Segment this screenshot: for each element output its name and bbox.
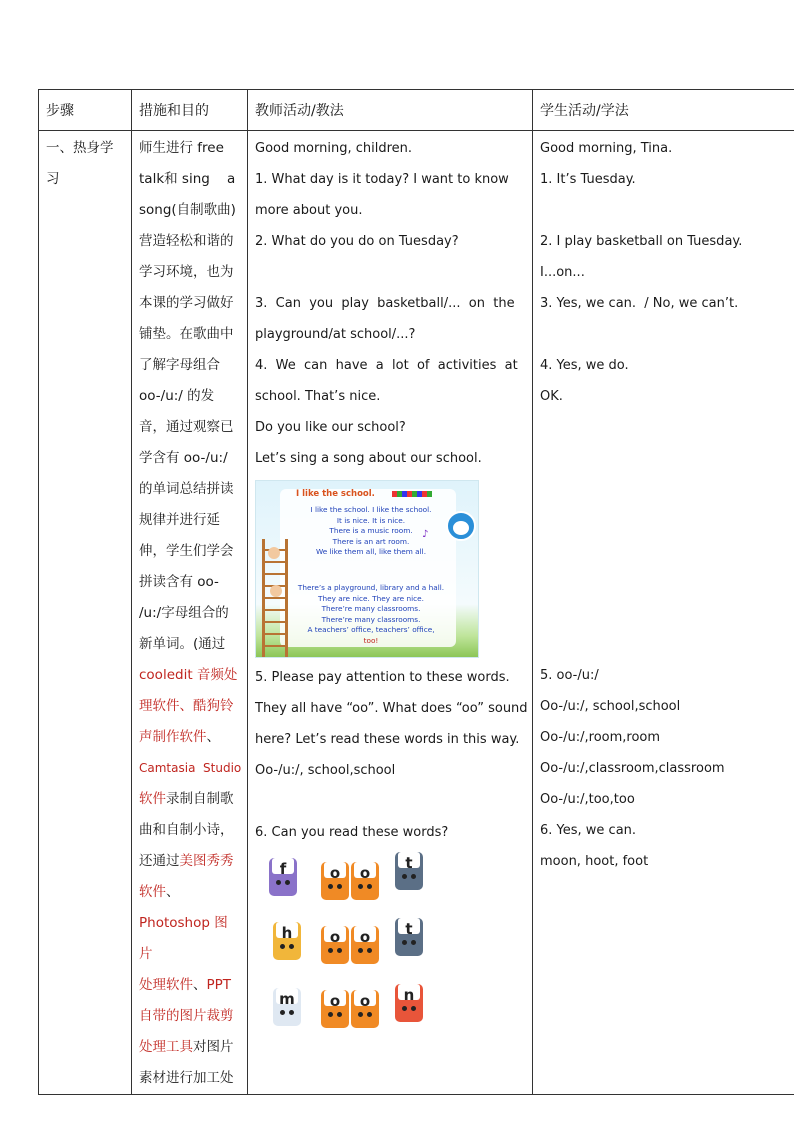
student-line: 5. oo-/u:/	[540, 668, 599, 683]
measure-line: 营造轻松和谐的	[139, 233, 234, 249]
block-eye	[289, 944, 294, 949]
lyric-line: They are nice. They are nice.	[318, 593, 424, 603]
measure-line: oo-/u:/ 的发	[139, 388, 215, 404]
block-eye	[358, 948, 363, 953]
measure-cell	[132, 131, 248, 1095]
tool-line	[139, 846, 240, 877]
lyric-line: We like them all, like them all.	[315, 547, 427, 557]
measure-line: 学含有 oo-/u:/	[139, 450, 228, 466]
block-eye	[358, 1012, 363, 1017]
letter-block	[269, 858, 297, 896]
spacer	[540, 412, 794, 660]
teacher-line: 2. What do you do on Tuesday?	[255, 234, 459, 249]
block-letter: o	[329, 864, 341, 882]
block-eye	[276, 880, 281, 885]
header-measure: 措施和目的	[132, 90, 248, 131]
spacer	[540, 195, 794, 226]
tool-sep: 、	[166, 884, 180, 900]
lyric-line: There’s a playground, library and a hall.	[297, 583, 445, 592]
lyric-line: A teachers’ office, teachers’ office,	[307, 625, 435, 635]
tool-name: 美图秀秀	[179, 853, 234, 869]
measure-line: 音，通过观察已	[139, 419, 234, 435]
block-eye	[367, 1012, 372, 1017]
lyric-line: There is a music room.	[329, 526, 413, 536]
letter-block	[321, 862, 349, 900]
header-step: 步骤	[39, 90, 132, 131]
block-eye	[402, 1006, 407, 1011]
table-header-row	[39, 90, 794, 131]
student-line: moon, hoot, foot	[540, 854, 649, 869]
teacher-line: 1. What day is it today? I want to know	[255, 172, 509, 187]
block-eye	[285, 880, 290, 885]
measure-line: song(自制歌曲)	[139, 202, 236, 218]
letter-block	[321, 990, 349, 1028]
tool-name: Photoshop 图片	[139, 915, 228, 962]
teacher-line: 3. Can you play basketball/... on the	[255, 296, 515, 311]
block-letter: o	[359, 864, 371, 882]
letter-block	[321, 926, 349, 964]
tool-line	[139, 660, 240, 691]
block-letter: n	[403, 986, 415, 1004]
block-eye	[337, 948, 342, 953]
header-student: 学生活动/学法	[533, 90, 794, 131]
measure-line: 铺垫。在歌曲中	[139, 326, 234, 342]
block-eye	[328, 1012, 333, 1017]
lyric-line: There’re many classrooms.	[321, 614, 421, 624]
tool-line	[139, 753, 240, 784]
tool-line	[139, 1063, 240, 1094]
teacher-line: more about you.	[255, 203, 363, 218]
block-eye	[411, 874, 416, 879]
block-letter: t	[405, 854, 413, 872]
block-letter: o	[359, 992, 371, 1010]
song-verse-2	[286, 583, 456, 647]
song-verse-1	[286, 505, 456, 558]
music-note-icon: ♪	[422, 529, 429, 540]
tool-line	[139, 722, 240, 753]
teacher-line: Do you like our school?	[255, 420, 406, 435]
child-figure	[268, 547, 280, 559]
tool-line	[139, 877, 240, 908]
tool-line	[139, 1032, 240, 1063]
spacer	[255, 786, 525, 817]
tool-name: 声制作软件	[139, 729, 207, 745]
student-greeting: Good morning, Tina.	[540, 141, 673, 156]
student-line: Oo-/u:/,classroom,classroom	[540, 761, 725, 776]
measure-line: 规律并进行延	[139, 512, 220, 528]
student-line: 4. Yes, we do.	[540, 358, 629, 373]
block-eye	[280, 1010, 285, 1015]
student-line: I...on...	[540, 265, 585, 280]
child-figure	[270, 585, 282, 597]
step-cell	[39, 131, 132, 1095]
tool-text: 录制自制歌	[166, 791, 234, 807]
block-eye	[402, 940, 407, 945]
student-line: Oo-/u:/,too,too	[540, 792, 635, 807]
tool-sep: 、	[206, 729, 220, 745]
block-eye	[328, 948, 333, 953]
step-label-line2: 习	[46, 171, 60, 187]
letter-block	[351, 990, 379, 1028]
letter-block	[395, 852, 423, 890]
letter-block	[395, 984, 423, 1022]
measure-line: talk和 sing a	[139, 171, 236, 187]
song-title: I like the school.	[296, 489, 375, 499]
tool-name: cooledit 音频处	[139, 667, 238, 683]
teacher-line: school. That’s nice.	[255, 389, 381, 404]
tool-line	[139, 908, 240, 970]
tool-text: 还通过	[139, 853, 180, 869]
letter-block	[273, 922, 301, 960]
block-eye	[402, 874, 407, 879]
student-line: Oo-/u:/, school,school	[540, 699, 681, 714]
tool-line	[139, 815, 240, 846]
letter-block	[395, 918, 423, 956]
lyric-line: I like the school. I like the school.	[310, 505, 432, 514]
teacher-line: 5. Please pay attention to these words.	[255, 670, 510, 685]
block-eye	[367, 948, 372, 953]
ribbon-decoration	[392, 491, 432, 497]
teacher-line: playground/at school/...?	[255, 327, 416, 342]
tool-name: 软件	[139, 884, 166, 900]
tool-text: 对图片	[193, 1039, 234, 1055]
block-eye	[337, 884, 342, 889]
tool-name: Camtasia Studio	[139, 761, 242, 775]
measure-line: 师生进行 free	[139, 140, 224, 156]
student-line: 6. Yes, we can.	[540, 823, 637, 838]
tool-line	[139, 691, 240, 722]
student-line: 3. Yes, we can. / No, we can’t.	[540, 296, 739, 311]
teacher-line: Oo-/u:/, school,school	[255, 763, 396, 778]
tool-name: 理软件、酷狗铃	[139, 698, 234, 714]
block-letter: o	[359, 928, 371, 946]
measure-line: 拼读含有 oo-	[139, 574, 219, 590]
measure-line: 本课的学习做好	[139, 295, 234, 311]
tool-name: 自带的图片裁剪	[139, 1008, 234, 1024]
teacher-cell	[248, 131, 533, 1095]
tool-text: 素材进行加工处	[139, 1070, 234, 1086]
block-letter: t	[405, 920, 413, 938]
lyric-line: There is an art room.	[332, 536, 410, 546]
block-eye	[280, 944, 285, 949]
song-lyrics-image	[255, 480, 479, 658]
block-eye	[289, 1010, 294, 1015]
teacher-greeting: Good morning, children.	[255, 141, 412, 156]
teacher-line: They all have “oo”. What does “oo” sound	[255, 701, 528, 716]
measure-line: 了解字母组合	[139, 357, 220, 373]
measure-line: 的单词总结拼读	[139, 481, 234, 497]
student-line: Oo-/u:/,room,room	[540, 730, 661, 745]
measure-line: /u:/字母组合的	[139, 605, 229, 621]
block-eye	[328, 884, 333, 889]
lyric-line: It is nice. It is nice.	[336, 515, 406, 525]
student-line: OK.	[540, 389, 563, 404]
block-eye	[411, 940, 416, 945]
lyric-line: There’re many classrooms.	[321, 604, 421, 614]
block-eye	[358, 884, 363, 889]
student-cell	[533, 131, 794, 1095]
step-label-line1: 一、热身学	[46, 140, 114, 156]
block-letter: o	[329, 928, 341, 946]
tool-sep: 、	[193, 977, 207, 993]
block-eye	[337, 1012, 342, 1017]
table-row	[39, 131, 794, 1095]
teacher-line: 6. Can you read these words?	[255, 825, 449, 840]
letter-block	[273, 988, 301, 1026]
letter-blocks-image	[255, 852, 435, 1042]
tool-text: 曲和自制小诗，	[139, 822, 234, 838]
teacher-line: here? Let’s read these words in this way.	[255, 732, 520, 747]
spacer	[540, 319, 794, 350]
block-eye	[411, 1006, 416, 1011]
lyric-line: too!	[363, 635, 379, 645]
block-letter: m	[279, 990, 295, 1008]
teacher-line: Let’s sing a song about our school.	[255, 451, 482, 466]
tool-name: 处理工具	[139, 1039, 193, 1055]
lesson-plan-table	[38, 89, 794, 1095]
tool-line	[139, 1001, 240, 1032]
block-eye	[367, 884, 372, 889]
header-teacher: 教师活动/教法	[248, 90, 533, 131]
student-line: 1. It’s Tuesday.	[540, 172, 636, 187]
block-letter: f	[279, 860, 287, 878]
measure-line: 伸，学生们学会	[139, 543, 234, 559]
measure-line: 学习环境，也为	[139, 264, 234, 280]
tool-name: 处理软件	[139, 977, 193, 993]
tool-line	[139, 970, 240, 1001]
spacer	[255, 257, 525, 288]
letter-block	[351, 862, 379, 900]
student-line: 2. I play basketball on Tuesday.	[540, 234, 743, 249]
tool-line	[139, 784, 240, 815]
block-letter: o	[329, 992, 341, 1010]
letter-block	[351, 926, 379, 964]
measure-line: 新单词。(通过	[139, 636, 226, 652]
cartoon-character	[446, 511, 476, 541]
tool-name: 软件	[139, 791, 166, 807]
teacher-line: 4. We can have a lot of activities at	[255, 358, 518, 373]
tool-name: PPT	[206, 977, 232, 993]
block-letter: h	[281, 924, 293, 942]
